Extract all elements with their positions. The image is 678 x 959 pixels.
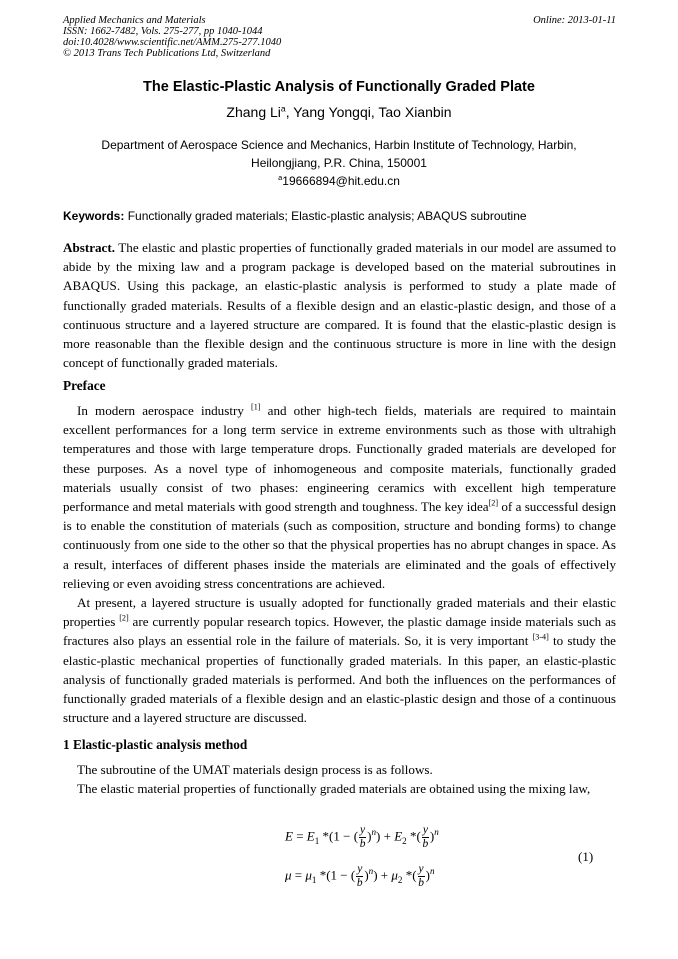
author-first: Zhang Li (226, 104, 281, 120)
section-1-paragraph-2: The elastic material properties of functionally graded materials are obtained using the mixing law, (77, 781, 591, 797)
affiliation (0, 136, 678, 190)
affiliation-line-1: Department of Aerospace Science and Mechanics, Harbin Institute of Technology, Harbin, (101, 138, 577, 152)
preface-body (63, 401, 616, 727)
keywords-text: Functionally graded materials; Elastic-plastic analysis; ABAQUS subroutine (124, 209, 527, 223)
author-mark: a (280, 103, 286, 114)
citation[interactable]: [1] (251, 402, 261, 412)
issn-line: ISSN: 1662-7482, Vols. 275-277, pp 1040-1044 (63, 26, 263, 37)
equation-young-modulus: $E = E_1$ *(1 − ( $\frac{y}{b}$ )$^n) + E_2$ *( $\frac{y}{b}$ )$^n$ (285, 824, 439, 850)
citation[interactable]: [3-4] (532, 633, 549, 643)
section-1-paragraph-1: The subroutine of the UMAT materials design process is as follows. (77, 762, 433, 777)
equation-poisson-ratio: $\mu = \mu_1$ *(1 − ( $\frac{y}{b}$ )$^n) + \mu_2$ *( $\frac{y}{b}$ )$^n$ (285, 863, 435, 889)
copyright-line: © 2013 Trans Tech Publications Ltd, Switzerland (63, 48, 271, 59)
keywords-label: Keywords: (63, 209, 125, 223)
author-rest: , Yang Yongqi, Tao Xianbin (285, 104, 452, 120)
email-address[interactable]: 19666894@hit.edu.cn (282, 174, 400, 188)
section-1-body (63, 760, 616, 798)
email-mark: a (278, 173, 283, 182)
journal-name: Applied Mechanics and Materials (63, 15, 206, 26)
preface-paragraph-2: At present, a layered structure is usually adopted for functionally graded materials and their elastic properties [2] are currently popular research topics. However, the plastic damage inside materials such as fractures also plays an essential role in the failure of materials. So, it is very important [3-4] to study the elastic-plastic mechanical properties of functionally graded materials. In this paper, an elastic-plastic analysis of functionally graded materials is performed. And both the influences on the performances of functionally graded materials of a flexible design and an elastic-plastic design and those of a continuous structure and a layered structure are discussed. (63, 595, 616, 726)
abstract (63, 238, 616, 372)
online-date: Online: 2013-01-11 (533, 15, 616, 26)
abstract-text: The elastic and plastic properties of functionally graded materials in our model are assumed to abide by the mixing law and a program package is developed based on the material subroutines in ABAQUS. Using this package, an elastic-plastic analysis is performed to study a plate made of functionally graded materials. Results of a flexible design and an elastic-plastic design, and those of a continuous structure and a layered structure are compared. It is found that the elastic-plastic design is more reasonable than the flexible design and the continuous structure is more in line with the design concept of functionally graded materials. (63, 240, 616, 371)
author-list (0, 104, 678, 120)
affiliation-line-2: Heilongjiang, P.R. China, 150001 (251, 156, 427, 170)
preface-paragraph-1: In modern aerospace industry [1] and other high-tech fields, materials are required to maintain excellent performances for a long term service in extreme environments such as those with ultrahigh temperatures and those with large temperature drops. Functionally graded materials are developed for these purposes. As a novel type of inhomogeneous and composite materials, functionally graded materials usually consist of two phases: engineering ceramics with excellent high temperature performance and metal materials with good strength and toughness. The key idea[2] of a successful design is to enable the constitution of materials (such as composition, structure and bonding forms) to change continuously from one side to the other so that the physical properties has no abrupt changes in space. As a result, interfaces of different phases inside the materials are eliminated and the goals of effectively relieving or even avoiding stress concentrations are achieved. (63, 402, 617, 591)
journal-header (63, 15, 616, 59)
paper-title: The Elastic-Plastic Analysis of Functionally Graded Plate (143, 79, 535, 95)
preface-heading: Preface (63, 378, 106, 393)
doi-line: doi:10.4028/www.scientific.net/AMM.275-277.1040 (63, 37, 282, 48)
equation-number: (1) (578, 849, 594, 864)
abstract-label: Abstract. (63, 240, 115, 255)
citation[interactable]: [2] (119, 613, 129, 623)
citation[interactable]: [2] (488, 498, 499, 508)
keywords (63, 209, 616, 223)
email-line (0, 172, 678, 190)
section-1-heading: 1 Elastic-plastic analysis method (63, 737, 248, 752)
